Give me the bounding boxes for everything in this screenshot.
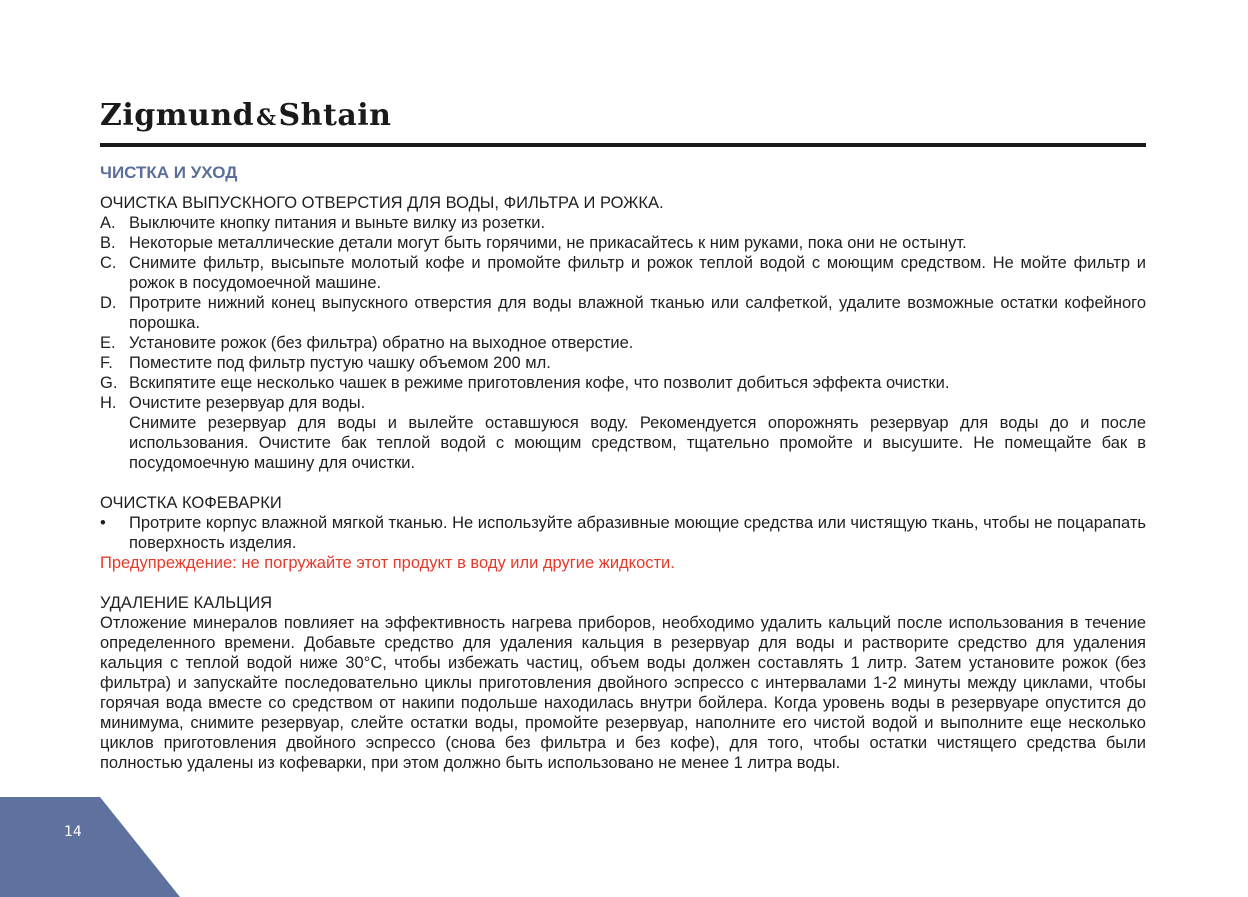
item-marker: G. (100, 374, 118, 392)
page-number: 14 (64, 824, 82, 840)
item-marker: E. (100, 334, 116, 352)
list-item (100, 353, 1146, 373)
item-text: Протрите корпус влажной мягкой тканью. Не используйте абразивные моющие средства или чистящую ткань, чтобы не поцарапать поверхность изделия. (129, 514, 1146, 552)
page-content (100, 163, 1146, 773)
spacer (100, 473, 1146, 493)
brand-name-right: Shtain (278, 98, 392, 133)
heading-outlet-cleaning: ОЧИСТКА ВЫПУСКНОГО ОТВЕРСТИЯ ДЛЯ ВОДЫ, ФИЛЬТРА И РОЖКА. (100, 194, 664, 212)
warning-text: Предупреждение: не погружайте этот продукт в воду или другие жидкости. (100, 554, 675, 572)
item-text: Вскипятите еще несколько чашек в режиме приготовления кофе, что позволит добиться эффекта очистки. (129, 374, 950, 392)
heading-machine-cleaning: ОЧИСТКА КОФЕВАРКИ (100, 494, 282, 512)
brand-ampersand: & (256, 105, 277, 131)
list-item (100, 253, 1146, 293)
item-marker: H. (100, 394, 117, 412)
item-marker: D. (100, 294, 117, 312)
list-item (100, 373, 1146, 393)
page-corner-decoration (0, 797, 180, 897)
item-text: Выключите кнопку питания и выньте вилку из розетки. (129, 214, 546, 232)
item-marker: A. (100, 214, 116, 232)
item-text: Поместите под фильтр пустую чашку объемом 200 мл. (129, 354, 551, 372)
bullet-list (100, 513, 1146, 553)
section-title: ЧИСТКА И УХОД (100, 163, 238, 182)
header-rule (100, 143, 1146, 147)
item-text: Протрите нижний конец выпускного отверстия для воды влажной тканью или салфеткой, удалите возможные остатки кофейного порошка. (129, 294, 1146, 332)
heading-descaling: УДАЛЕНИЕ КАЛЬЦИЯ (100, 594, 273, 612)
list-item (100, 513, 1146, 553)
bullet-marker: • (100, 514, 106, 532)
brand-name-left: Zigmund (100, 98, 255, 133)
item-text: Некоторые металлические детали могут быть горячими, не прикасайтесь к ним руками, пока они не остынут. (129, 234, 967, 252)
list-item (100, 333, 1146, 353)
descaling-paragraph: Отложение минералов повлияет на эффективность нагрева приборов, необходимо удалить кальций после использования в течение определенного времени. Добавьте средство для удаления кальция в резервуар для воды и растворите средство для удаления кальция с теплой водой ниже 30°С, чтобы избежать частиц, объем воды должен составлять 1 литр. Затем установите рожок (без фильтра) и запускайте последовательно циклы приготовления двойного эспрессо с интервалами 1-2 минуты между циклами, чтобы горячая вода вместе со средством от накипи подольше находилась внутри бойлера. Когда уровень воды в резервуаре опустится до минимума, снимите резервуар, слейте остатки воды, промойте резервуар, наполните его чистой водой и выполните еще несколько циклов приготовления двойного эспрессо (снова без фильтра и без кофе), для того, чтобы остатки чистящего средства были полностью удалены из кофеварки, при этом должно быть использовано не менее 1 литра воды. (100, 614, 1146, 772)
item-marker: F. (100, 354, 113, 372)
list-item (100, 293, 1146, 333)
spacer (100, 573, 1146, 593)
list-item (100, 233, 1146, 253)
item-text: Очистите резервуар для воды. (129, 394, 366, 412)
list-item (100, 213, 1146, 233)
tank-cleaning-text: Снимите резервуар для воды и вылейте оставшуюся воду. Рекомендуется опорожнять резервуар для воды до и после использования. Очистите бак теплой водой с моющим средством, тщательно промойте и высушите. Не помещайте бак в посудомоечную машину для очистки. (129, 414, 1146, 472)
item-text: Снимите фильтр, высыпьте молотый кофе и промойте фильтр и рожок теплой водой с моющим средством. Не мойте фильтр и рожок в посудомоечной машине. (129, 254, 1146, 292)
item-marker: B. (100, 234, 116, 252)
item-marker: C. (100, 254, 117, 272)
list-item (100, 393, 1146, 413)
brand-logo (100, 96, 391, 138)
item-text: Установите рожок (без фильтра) обратно на выходное отверстие. (129, 334, 634, 352)
steps-list (100, 213, 1146, 413)
